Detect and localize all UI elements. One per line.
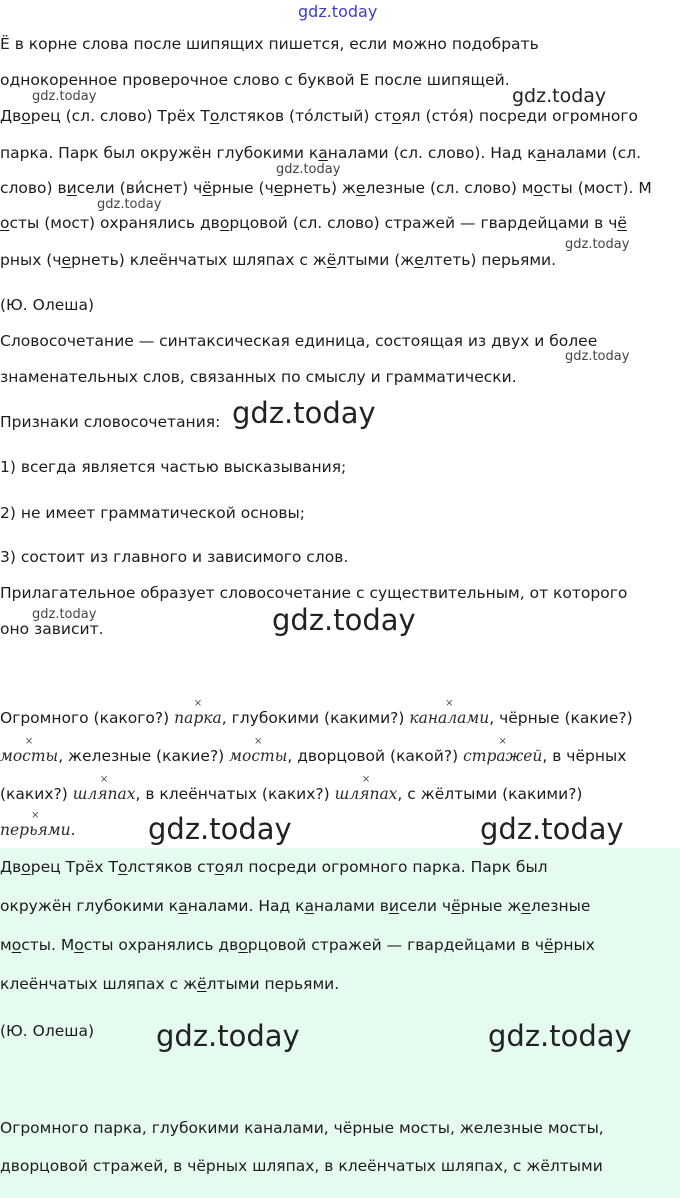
- phrases-line-1: Огромного (какого?) × парка, глубокими (какими?) × каналами, чёрные (какие?): [0, 709, 633, 727]
- task-line-2: парка. Парк был окружён глубокими каналами (сл. слово). Над каналами (сл.: [0, 144, 642, 162]
- sign-2: 2) не имеет грамматической основы;: [0, 504, 305, 522]
- answer-line-4: клеёнчатых шляпах с жёлтыми перьями.: [0, 975, 340, 993]
- watermark: gdz.today: [148, 812, 292, 846]
- watermark: gdz.today: [97, 197, 162, 212]
- watermark: gdz.today: [276, 162, 341, 177]
- task-line-5: рных (чернеть) клеёнчатых шляпах с жёлтыми (желтеть) перьями.: [0, 251, 557, 269]
- rule-line-1: Ё в корне слова после шипящих пишется, если можно подобрать: [0, 35, 539, 53]
- sign-1: 1) всегда является частью высказывания;: [0, 458, 347, 476]
- watermark: gdz.today: [565, 237, 630, 252]
- watermark: gdz.today: [156, 1019, 300, 1053]
- task-line-1: Дворец (сл. слово) Трёх Толстяков (то́лстый) стоял (сто́я) посреди огромного: [0, 107, 639, 125]
- watermark: gdz.today: [488, 1019, 632, 1053]
- watermark: gdz.today: [565, 349, 630, 364]
- watermark: gdz.today: [480, 812, 624, 846]
- definition-line-1: Словосочетание — синтаксическая единица, состоящая из двух и более: [0, 332, 598, 350]
- definition-line-2: знаменательных слов, связанных по смыслу и грамматически.: [0, 368, 517, 386]
- task-author: (Ю. Олеша): [0, 296, 95, 314]
- task-line-3: слово) висели (ви́снет) чёрные (чернеть) железные (сл. слово) мосты (мост). М: [0, 179, 652, 197]
- phrases-line-3: (каких?) × шляпах, в клеёнчатых (каких?) × шляпах, с жёлтыми (какими?): [0, 785, 582, 803]
- watermark: gdz.today: [272, 603, 416, 637]
- answer-line-1: Дворец Трёх Толстяков стоял посреди огромного парка. Парк был: [0, 858, 548, 876]
- task-line-4: осты (мост) охранялись дворцовой (сл. слово) стражей — гвардейцами в чё: [0, 214, 627, 232]
- answer-line-2: окружён глубокими каналами. Над каналами висели чёрные железные: [0, 897, 591, 915]
- sign-3: 3) состоит из главного и зависимого слов.: [0, 548, 349, 566]
- answer-author: (Ю. Олеша): [0, 1022, 95, 1040]
- answer-line-3: мосты. Мосты охранялись дворцовой стражей — гвардейцами в чёрных: [0, 936, 595, 954]
- phrases-line-2: × мосты, железные (какие?) × мосты, дворцовой (какой?) × стражей, в чёрных: [0, 747, 626, 765]
- watermark: gdz.today: [32, 607, 97, 622]
- watermark: gdz.today: [512, 85, 607, 107]
- answer-phrases-line-1: Огромного парка, глубокими каналами, чёрные мосты, железные мосты,: [0, 1119, 604, 1137]
- watermark: gdz.today: [232, 396, 376, 430]
- rule-line-2: однокоренное проверочное слово с буквой Е после шипящей.: [0, 71, 510, 89]
- adjective-note-line-1: Прилагательное образует словосочетание с существительным, от которого: [0, 584, 628, 602]
- answer-phrases-line-2: дворцовой стражей, в чёрных шляпах, в клеёнчатых шляпах, с жёлтыми: [0, 1157, 603, 1175]
- adjective-note-line-2: оно зависит.: [0, 620, 104, 638]
- watermark-top: gdz.today: [298, 2, 378, 21]
- signs-title: Признаки словосочетания:: [0, 413, 221, 431]
- watermark: gdz.today: [32, 89, 97, 104]
- phrases-line-4: × перьями.: [0, 821, 76, 839]
